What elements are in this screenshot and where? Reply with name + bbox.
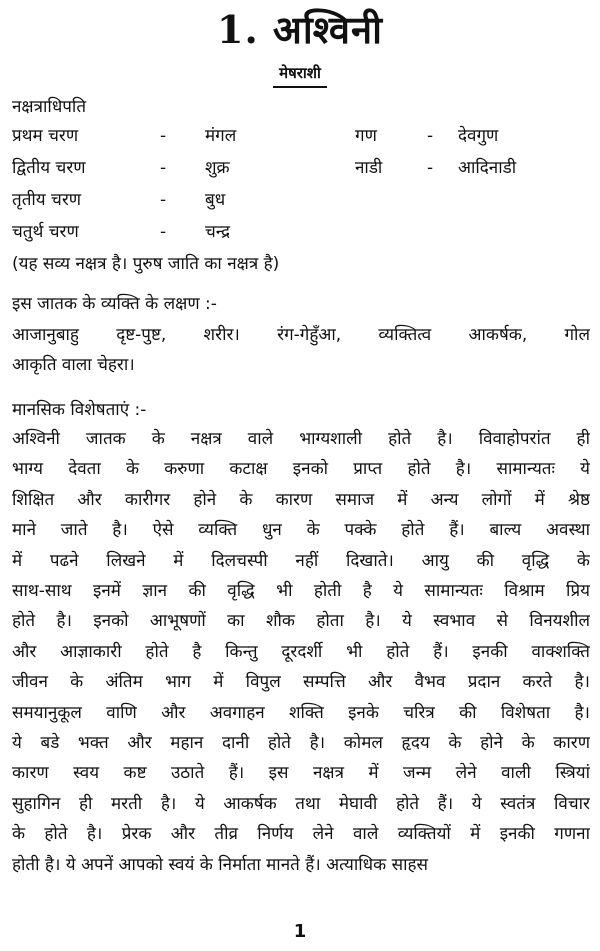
nadi-dash: - (427, 158, 434, 178)
traits-heading: इस जातक के व्यक्ति के लक्षण :- (12, 294, 217, 314)
paragraph-line: के होते है। प्रेरक और तीव्र निर्णय लेने वाले व्यक्तियों में इनकी गणना (12, 824, 590, 845)
paragraph-line: कारण स्वय कष्ट उठाते हैं। इस नक्षत्र में जन्म लेने वाली स्त्रियां (12, 763, 590, 784)
charan-dash: - (160, 158, 167, 178)
paragraph-line: सुहागिन ही मरती है। ये आकर्षक तथा मेघावी होते हैं। ये स्वतंत्र विचार (12, 793, 590, 814)
charan-label: तृतीय चरण (12, 190, 82, 210)
nadi-value: आदिनाडी (458, 158, 517, 178)
paragraph-line: और आज्ञाकारी होते है किन्तु दूरदर्शी भी होते हैं। इनकी वाक्शक्ति (12, 641, 590, 662)
charan-value: शुक्र (205, 158, 230, 178)
gan-value: देवगुण (458, 126, 499, 146)
paragraph-line: अश्विनी जातक के नक्षत्र वाले भाग्यशाली होते है। विवाहोपरांत ही (12, 429, 590, 449)
traits-paragraph (12, 320, 590, 381)
paragraph-line: जीवन के अंतिम भाग में विपुल सम्पत्ति और वैभव प्रदान करते है। (12, 672, 590, 693)
ruler-heading: नक्षत्राधिपति (12, 97, 87, 117)
charan-value: मंगल (205, 126, 237, 146)
paragraph-line: शिक्षित और कारीगर होने के कारण समाज में अन्य लोगों में श्रेष्ठ (12, 489, 590, 510)
charan-dash: - (160, 222, 167, 242)
paragraph-line: भाग्य देवता के करुणा कटाक्ष इनको प्राप्त होते है। सामान्यतः ये (12, 459, 590, 480)
paragraph-line: होते है। इनको आभूषणों का शौक होता है। ये स्वभाव से विनयशील (12, 611, 590, 632)
charan-label: चतुर्थ चरण (12, 222, 79, 242)
page-number: 1 (293, 921, 307, 942)
page-title: 1. अश्विनी (217, 7, 383, 52)
paragraph-line: होती है। ये अपनें आपको स्वयं के निर्माता मानते हैं। अत्याधिक साहस (12, 854, 429, 875)
paragraph-line: आकृति वाला चेहरा। (12, 355, 135, 376)
mental-paragraph (12, 424, 590, 880)
nadi-label: नाडी (355, 158, 383, 178)
paragraph-line: माने जाते है। ऐसे व्यक्ति धुन के पक्के होते हैं। बाल्य अवस्था (12, 520, 590, 541)
paragraph-line: आजानुबाहु दृष्ट-पुष्ट, शरीर। रंग-गेहुँआ, व्यक्तित्व आकर्षक, गोल (12, 325, 590, 345)
paragraph-line: साथ-साथ इनमें ज्ञान की वृद्धि भी होती है ये सामान्यतः विश्राम प्रिय (12, 581, 590, 602)
gan-label: गण (355, 126, 377, 146)
charan-dash: - (160, 190, 167, 210)
paragraph-line: में पढने लिखने में दिलचस्पी नहीं दिखाते। आयु की वृद्धि के (12, 550, 590, 571)
page-subtitle (0, 62, 600, 88)
paragraph-line: समयानुकूल वाणि और अवगाहन शक्ति इनके चरित्र की विशेषता है। (12, 702, 590, 723)
charan-value: चन्द्र (205, 222, 231, 242)
charan-value: बुध (205, 190, 226, 210)
paragraph-line: ये बडे भक्त और महान दानी होते है। कोमल हृदय के होने के कारण (12, 733, 590, 754)
nakshatra-note: (यह सव्य नक्षत्र है। पुरुष जाति का नक्षत्र है) (12, 254, 280, 274)
mental-heading: मानसिक विशेषताएं :- (12, 400, 147, 420)
charan-label: प्रथम चरण (12, 126, 79, 146)
gan-dash: - (427, 126, 434, 146)
subtitle-text: मेषराशी (273, 62, 327, 88)
charan-dash: - (160, 126, 167, 146)
charan-label: द्वितीय चरण (12, 158, 86, 178)
